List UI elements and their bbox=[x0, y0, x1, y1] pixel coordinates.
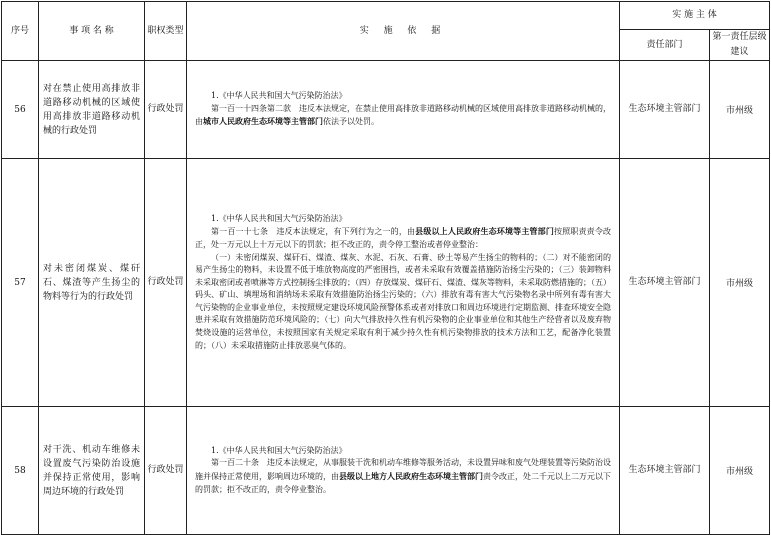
responsible-department: 生态环境主管部门 bbox=[620, 159, 710, 407]
authority-highlight: 城市人民政府生态环境等主管部门 bbox=[203, 116, 323, 127]
table-row bbox=[2, 407, 770, 535]
legal-basis bbox=[187, 407, 620, 535]
header-basis: 实 施 依 据 bbox=[187, 2, 620, 61]
enforcement-table bbox=[1, 1, 770, 535]
header-dept: 责任部门 bbox=[620, 30, 710, 61]
row-number: 58 bbox=[2, 407, 39, 535]
header-item: 事 项 名 称 bbox=[39, 2, 145, 61]
header-type: 职权类型 bbox=[145, 2, 187, 61]
law-clauses: （一）未密闭煤炭、煤矸石、煤渣、煤灰、水泥、石灰、石膏、砂土等易产生扬尘的物料的；（二）对不能密闭的易产生扬尘的物料，未设置不低于堆放物高度的严密围挡，或者未采取有效覆盖措施防治扬尘污染的；（三）装卸物料未采取密闭或者喷淋等方式控制扬尘排放的；（四）存放煤炭、煤矸石、煤渣、煤灰等物料，未采取防燃措施的；（五）码头、矿山、填埋场和消纳场未采取有效措施防治扬尘污染的；（六）排放有毒有害大气污染物名录中所列有毒有害大气污染物的企业事业单位，未按照规定建设环境风险预警体系或者对排放口和周边环境进行定期监测、排查环境安全隐患并采取有效措施防范环境风险的；（七）向大气排放持久性有机污染物的企业事业单位和其他生产经营者以及废弃物焚烧设施的运营单位，未按照国家有关规定采取有利于减少持久性有机污染物排放的技术方法和工艺，配备净化装置的；（八）未采取措施防止排放恶臭气体的。 bbox=[195, 252, 611, 350]
law-article: 第一百二十条 违反本法规定，从事服装干洗和机动车维修等服务活动，未设置异味和废气处理装置等污染防治设施并保持正常使用，影响周边环境的，由县级以上地方人民政府生态环境主管部门责令改正，处二千元以上二万元以下的罚款；拒不改正的，责令停业整治。 bbox=[195, 458, 611, 494]
header-level: 第一责任层级建议 bbox=[710, 30, 770, 61]
law-article: 第一百一十七条 违反本法规定，有下列行为之一的，由县级以上人民政府生态环境等主管部门按照职责责令改正，处一万元以上十万元以下的罚款；拒不改正的，责令停工整治或者停业整治： bbox=[195, 226, 612, 249]
responsibility-level: 市州级 bbox=[710, 159, 770, 407]
row-number: 57 bbox=[2, 159, 39, 407]
law-article: 第一百一十四条第二款 违反本法规定，在禁止使用高排放非道路移动机械的区域使用高排放非道路移动机械的，由城市人民政府生态环境等主管部门依法予以处罚。 bbox=[195, 103, 611, 127]
table-row bbox=[2, 61, 770, 159]
header-seq: 序号 bbox=[2, 2, 39, 61]
authority-type: 行政处罚 bbox=[145, 407, 187, 535]
authority-type: 行政处罚 bbox=[145, 61, 187, 159]
item-name: 对在禁止使用高排放非道路移动机械的区域使用高排放非道路移动机械的行政处罚 bbox=[39, 61, 145, 159]
header-subject: 实 施 主 体 bbox=[620, 2, 770, 30]
responsible-department: 生态环境主管部门 bbox=[620, 61, 710, 159]
authority-highlight: 县级以上地方人民政府生态环境主管部门 bbox=[339, 471, 483, 481]
law-title: 1.《中华人民共和国大气污染防治法》 bbox=[211, 91, 347, 101]
table-row bbox=[2, 159, 770, 407]
legal-basis bbox=[187, 159, 620, 407]
authority-type: 行政处罚 bbox=[145, 159, 187, 407]
responsibility-level: 市州级 bbox=[710, 61, 770, 159]
legal-basis bbox=[187, 61, 620, 159]
row-number: 56 bbox=[2, 61, 39, 159]
item-name: 对干洗、机动车维修未设置废气污染防治设施并保持正常使用，影响周边环境的行政处罚 bbox=[39, 407, 145, 535]
responsibility-level: 市州级 bbox=[710, 407, 770, 535]
responsible-department: 生态环境主管部门 bbox=[620, 407, 710, 535]
law-title: 1.《中华人民共和国大气污染防治法》 bbox=[211, 213, 347, 223]
authority-highlight: 县级以上人民政府生态环境等主管部门 bbox=[415, 226, 555, 237]
item-name: 对未密闭煤炭、煤矸石、煤渣等产生扬尘的物料等行为的行政处罚 bbox=[39, 159, 145, 407]
law-title: 1.《中华人民共和国大气污染防治法》 bbox=[211, 445, 347, 455]
